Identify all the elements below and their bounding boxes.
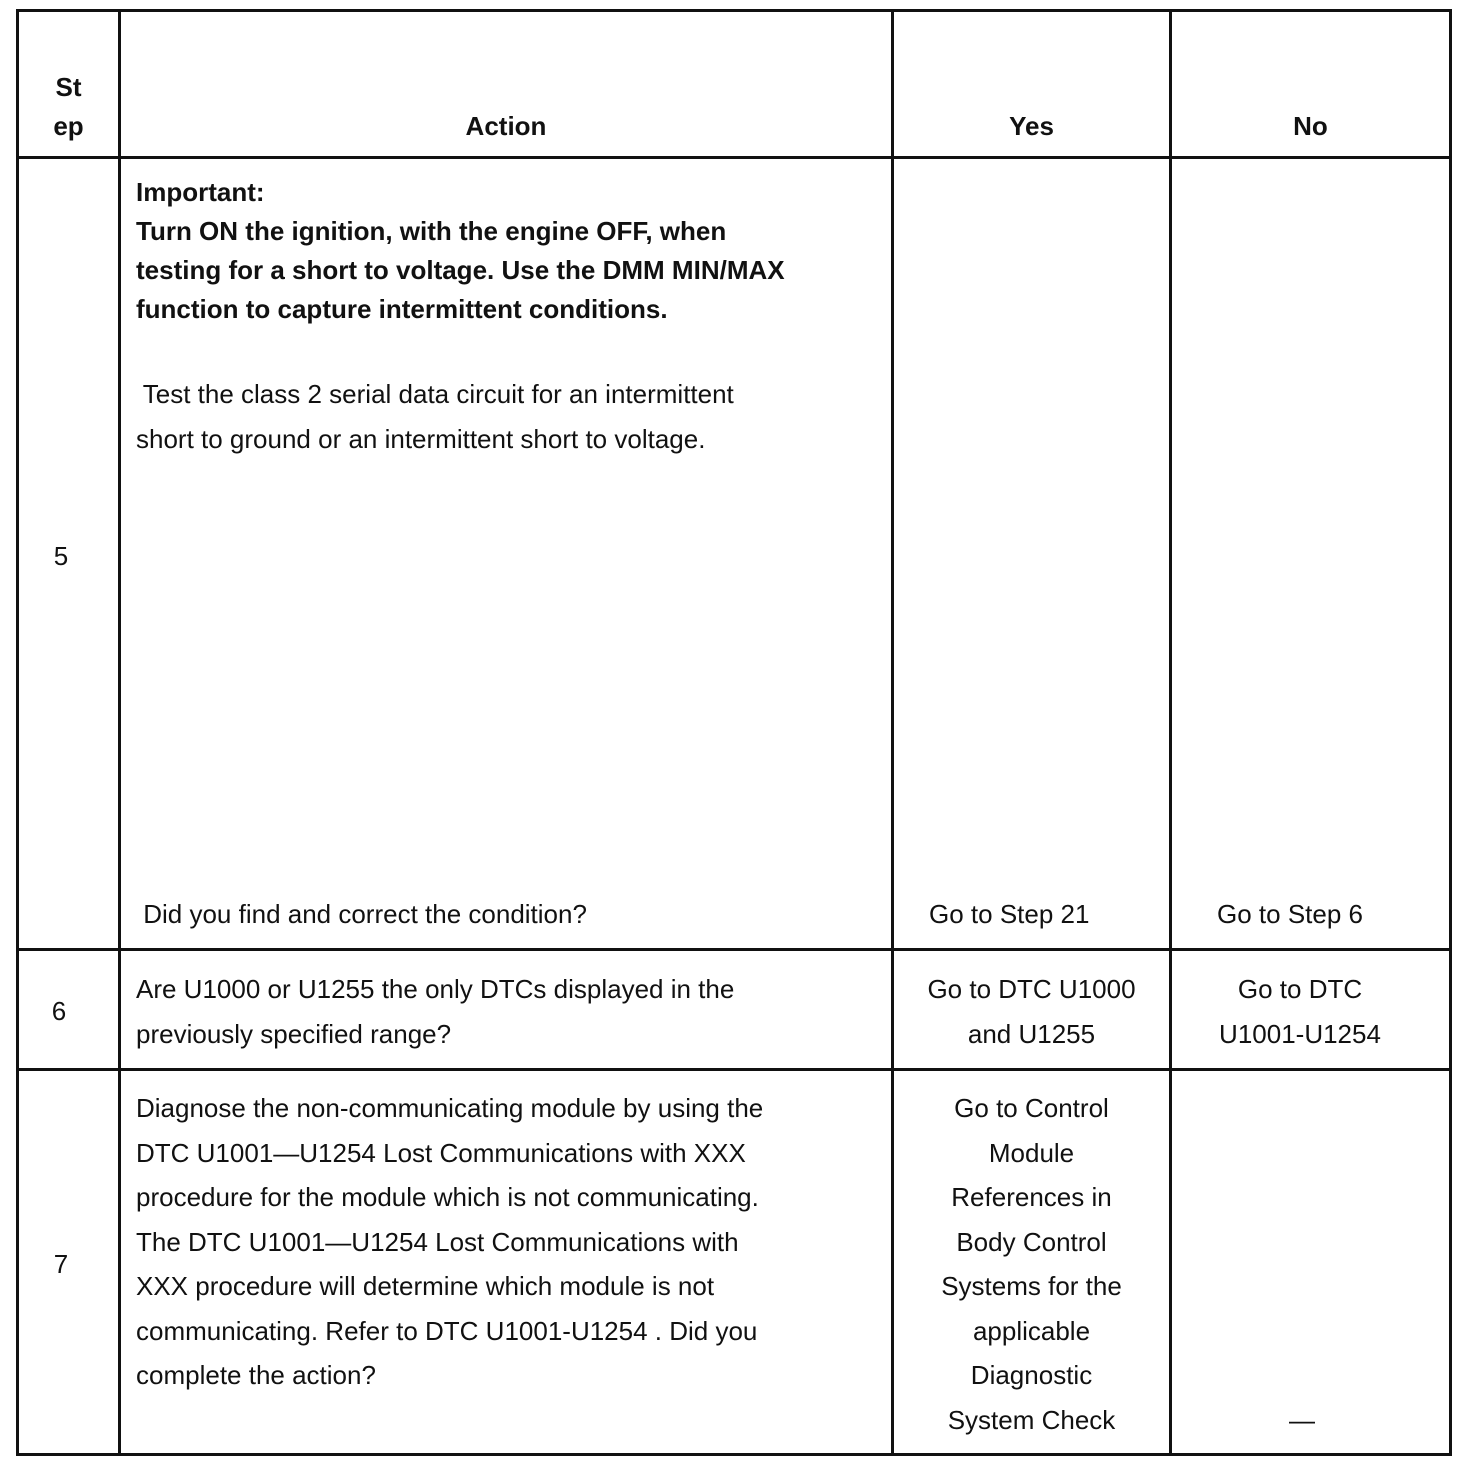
- yes-result: Go to Step 21: [929, 899, 1090, 929]
- header-no: No: [1293, 111, 1328, 141]
- step-number: 6: [51, 996, 67, 1026]
- action-line: short to ground or an intermittent short to voltage.: [136, 424, 706, 454]
- action-line: communicating. Refer to DTC U1001-U1254 . Did you: [136, 1316, 758, 1346]
- important-label: Important:: [136, 177, 265, 207]
- action-line: complete the action?: [136, 1360, 376, 1390]
- yes-result: Systems for the: [941, 1271, 1122, 1301]
- row-divider: [19, 948, 1449, 951]
- action-line: XXX procedure will determine which module is not: [136, 1271, 715, 1301]
- action-line: procedure for the module which is not communicating.: [136, 1182, 759, 1212]
- row-divider: [19, 156, 1449, 159]
- diagnostic-table: [16, 9, 1452, 1456]
- header-action: Action: [465, 111, 547, 141]
- question: Did you find and correct the condition?: [136, 899, 587, 929]
- yes-result: System Check: [947, 1405, 1116, 1435]
- yes-result: Go to Control: [954, 1093, 1109, 1123]
- no-result: Go to Step 6: [1217, 899, 1363, 929]
- yes-result: Go to DTC U1000: [927, 974, 1136, 1004]
- action-line: previously specified range?: [136, 1019, 452, 1049]
- action-line: The DTC U1001—U1254 Lost Communications with: [136, 1227, 739, 1257]
- action-line: DTC U1001—U1254 Lost Communications with XXX: [136, 1138, 746, 1168]
- yes-result: Body Control: [956, 1227, 1107, 1257]
- row-divider: [19, 1068, 1449, 1071]
- no-result: Go to DTC: [1237, 974, 1363, 1004]
- header-step-line1: St: [55, 72, 82, 102]
- column-divider: [118, 12, 121, 1453]
- important-line: Turn ON the ignition, with the engine OFF, when: [136, 216, 727, 246]
- yes-result: Diagnostic: [970, 1360, 1093, 1390]
- yes-result: Module: [988, 1138, 1075, 1168]
- step-number: 5: [53, 541, 69, 571]
- yes-result: and U1255: [967, 1019, 1096, 1049]
- action-line: Diagnose the non-communicating module by using the: [136, 1093, 764, 1123]
- important-line: function to capture intermittent conditions.: [136, 294, 668, 324]
- action-line: Are U1000 or U1255 the only DTCs displayed in the: [136, 974, 735, 1004]
- important-line: testing for a short to voltage. Use the DMM MIN/MAX: [136, 255, 785, 285]
- column-divider: [1169, 12, 1172, 1453]
- yes-result: applicable: [972, 1316, 1091, 1346]
- step-number: 7: [53, 1249, 69, 1279]
- header-yes: Yes: [1009, 111, 1054, 141]
- yes-result: References in: [951, 1182, 1112, 1212]
- no-result: U1001-U1254: [1219, 1019, 1381, 1049]
- action-line: Test the class 2 serial data circuit for an intermittent: [136, 379, 734, 409]
- no-result: —: [1289, 1405, 1315, 1435]
- header-step-line2: ep: [53, 111, 84, 141]
